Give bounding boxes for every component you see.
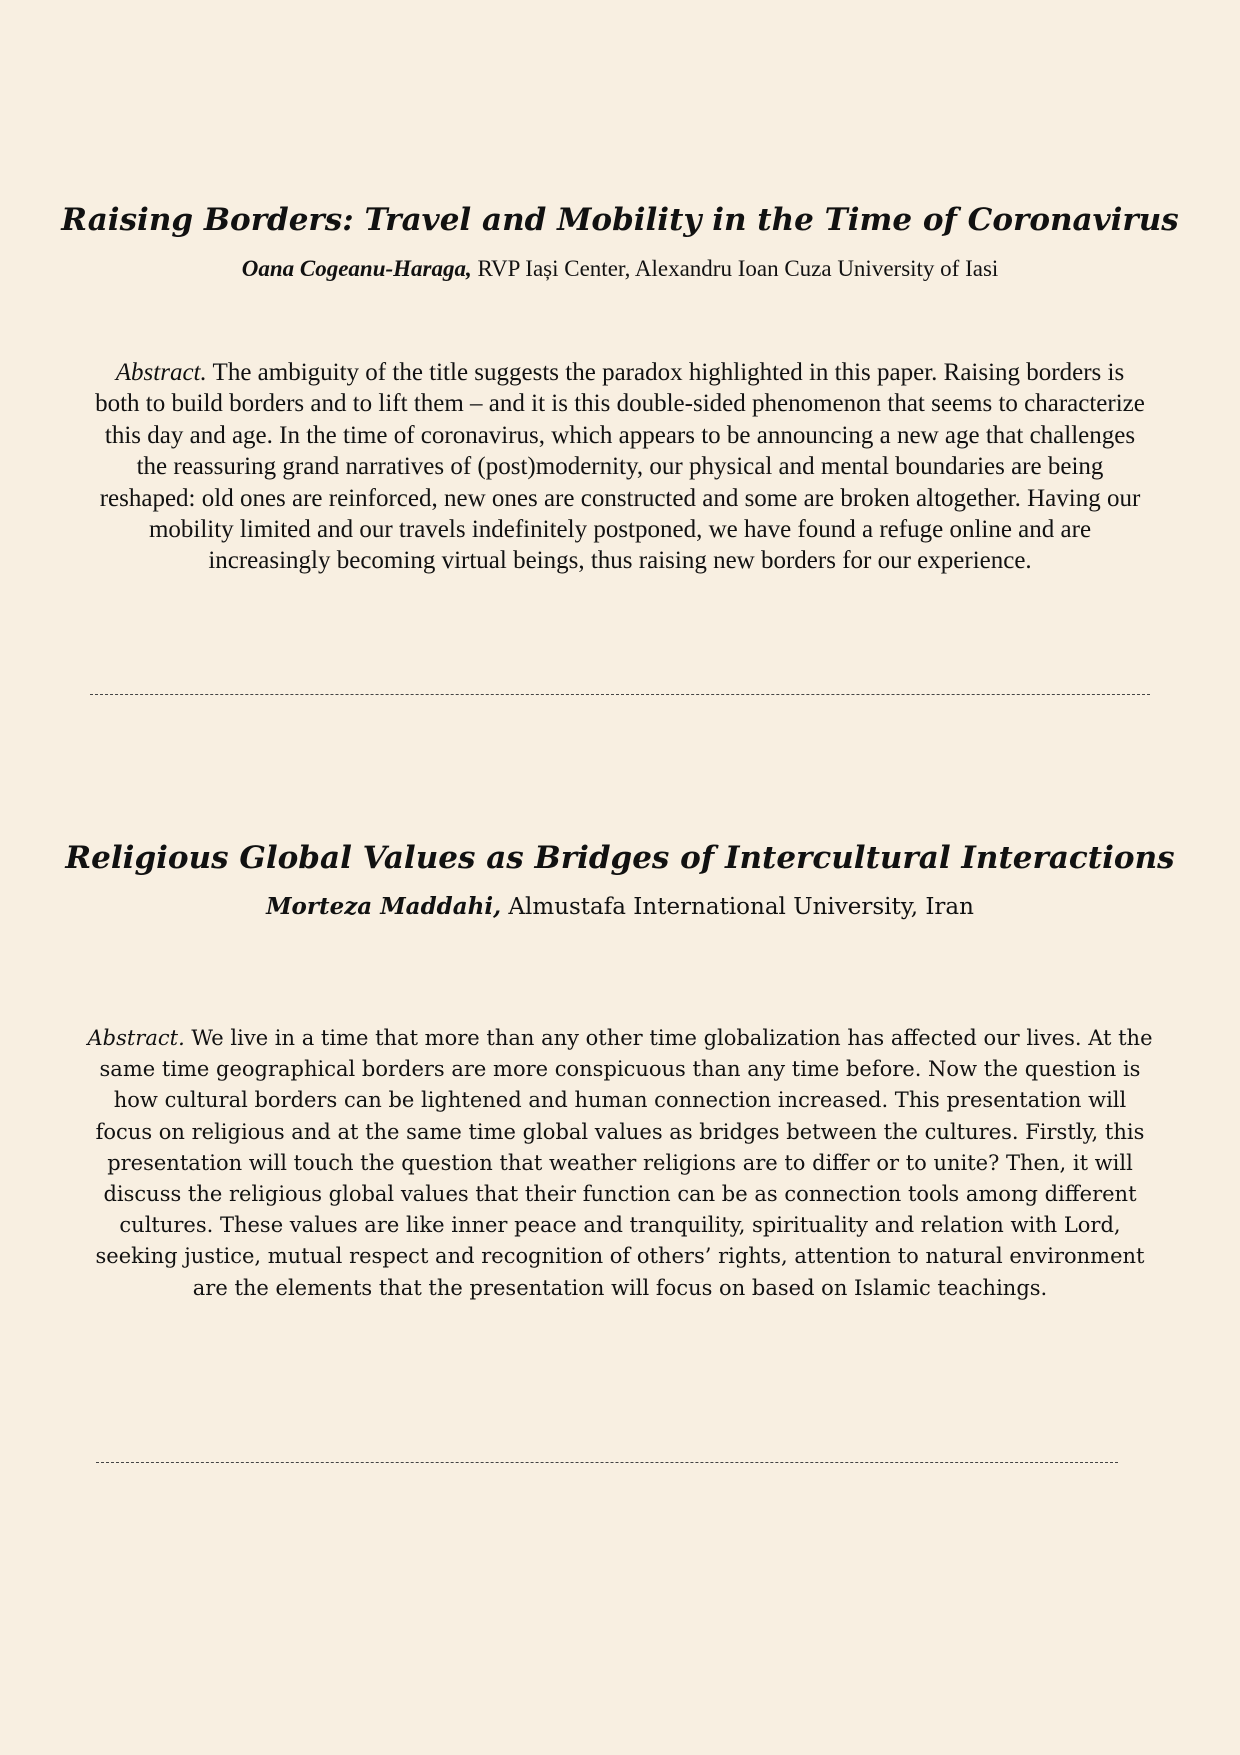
paper-title: Raising Borders: Travel and Mobility in the Time of Coronavirus bbox=[61, 202, 1179, 238]
author-name: Oana Cogeanu-Haraga, bbox=[241, 256, 472, 281]
author-affiliation: Almustafa International University, Iran bbox=[501, 894, 974, 920]
abstract-text: The ambiguity of the title suggests the paradox highlighted in this paper. Raising borders is both to build borders and to lift them – and it is this double-sided phenomenon that seems to characterize this day and age. In the time of coronavirus, which appears to be announcing a new age that challenges the reassuring grand narratives of (post)modernity, our physical and mental boundaries are being reshaped: old ones are reinforced, new ones are constructed and some are broken altogether. Having our mobility limited and our travels indefinitely postponed, we have found a refuge online and are increasingly becoming virtual beings, thus raising new borders for our experience. bbox=[95, 359, 1145, 575]
section-divider bbox=[96, 1462, 1118, 1467]
paper-entry-1 bbox=[0, 200, 1240, 284]
byline bbox=[0, 254, 1240, 284]
abstract-paragraph bbox=[95, 357, 1145, 577]
paper-entry-2 bbox=[0, 838, 1240, 922]
author-name: Morteza Maddahi, bbox=[266, 893, 502, 920]
paper-title: Religious Global Values as Bridges of Intercultural Interactions bbox=[65, 840, 1175, 876]
abstract-text: We live in a time that more than any other time globalization has affected our lives. At the same time geographical borders are more conspicuous than any time before. Now the question is how cultural borders can be lightened and human connection increased. This presentation will focus on religious and at the same time global values as bridges between the cultures. Firstly, this presentation will touch the question that weather religions are to differ or to unite? Then, it will discuss the religious global values that their function can be as connection tools among different cultures. These values are like inner peace and tranquility, spirituality and relation with Lord, seeking justice, mutual respect and recognition of others’ rights, attention to natural environment are the elements that the presentation will focus on based on Islamic teachings. bbox=[95, 1026, 1153, 1300]
byline bbox=[0, 892, 1240, 922]
author-affiliation: RVP Iași Center, Alexandru Ioan Cuza University of Iasi bbox=[471, 256, 999, 281]
abstract-paragraph bbox=[85, 1023, 1155, 1304]
section-divider bbox=[90, 694, 1150, 699]
abstract-label: Abstract. bbox=[87, 1026, 185, 1050]
abstract-label: Abstract. bbox=[115, 359, 207, 386]
